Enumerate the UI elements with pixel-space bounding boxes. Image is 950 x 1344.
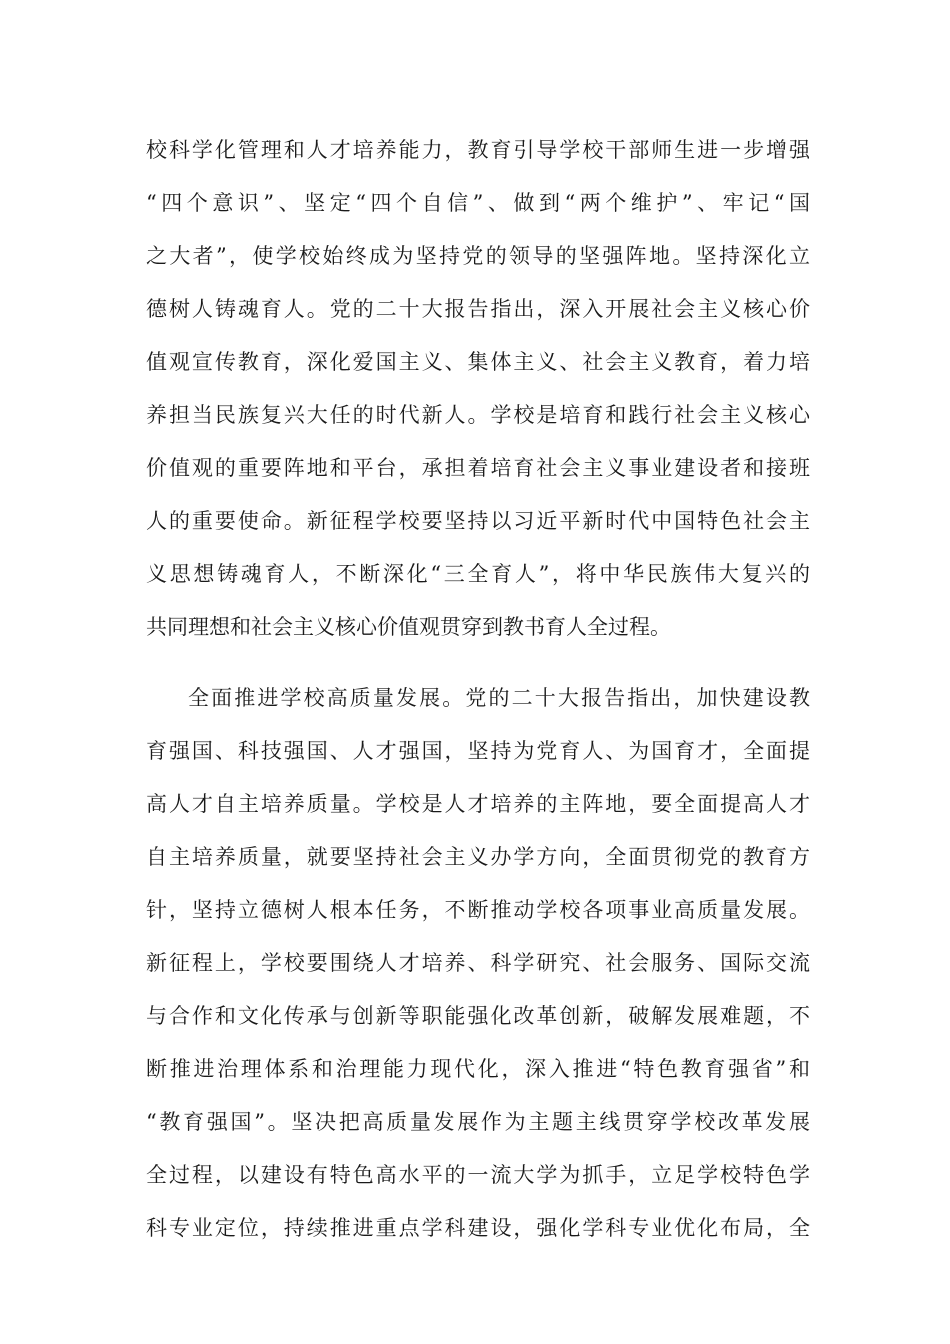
text-line: 共同理想和社会主义核心价值观贯穿到教书育人全过程。	[146, 615, 671, 639]
text-line: 人的重要使命。新征程学校要坚持以习近平新时代中国特色社会主	[146, 509, 810, 533]
text-line: “教育强国”。坚决把高质量发展作为主题主线贯穿学校改革发展	[146, 1110, 810, 1134]
text-line: 科专业定位，持续推进重点学科建设，强化学科专业优化布局，全	[146, 1216, 810, 1240]
text-line: 高人才自主培养质量。学校是人才培养的主阵地，要全面提高人才	[146, 792, 810, 816]
text-line: 新征程上，学校要围绕人才培养、科学研究、社会服务、国际交流	[146, 951, 810, 975]
text-line: “四个意识”、坚定“四个自信”、做到“两个维护”、牢记“国	[146, 191, 810, 215]
text-line: 育强国、科技强国、人才强国，坚持为党育人、为国育才，全面提	[146, 739, 810, 763]
text-line: 与合作和文化传承与创新等职能强化改革创新，破解发展难题，不	[146, 1004, 810, 1028]
text-line: 值观宣传教育，深化爱国主义、集体主义、社会主义教育，着力培	[146, 350, 810, 374]
text-line: 之大者”，使学校始终成为坚持党的领导的坚强阵地。坚持深化立	[146, 244, 810, 268]
text-line: 德树人铸魂育人。党的二十大报告指出，深入开展社会主义核心价	[146, 297, 810, 321]
text-line: 全过程，以建设有特色高水平的一流大学为抓手，立足学校特色学	[146, 1163, 810, 1187]
text-line: 断推进治理体系和治理能力现代化，深入推进“特色教育强省”和	[146, 1057, 810, 1081]
text-line: 针，坚持立德树人根本任务，不断推动学校各项事业高质量发展。	[146, 898, 810, 922]
text-line: 自主培养质量，就要坚持社会主义办学方向，全面贯彻党的教育方	[146, 845, 810, 869]
text-line: 义思想铸魂育人，不断深化“三全育人”，将中华民族伟大复兴的	[146, 562, 810, 586]
text-line: 全面推进学校高质量发展。党的二十大报告指出，加快建设教	[188, 686, 810, 710]
text-line: 养担当民族复兴大任的时代新人。学校是培育和践行社会主义核心	[146, 403, 810, 427]
text-line: 校科学化管理和人才培养能力，教育引导学校干部师生进一步增强	[146, 138, 810, 162]
text-line: 价值观的重要阵地和平台，承担着培育社会主义事业建设者和接班	[146, 456, 810, 480]
